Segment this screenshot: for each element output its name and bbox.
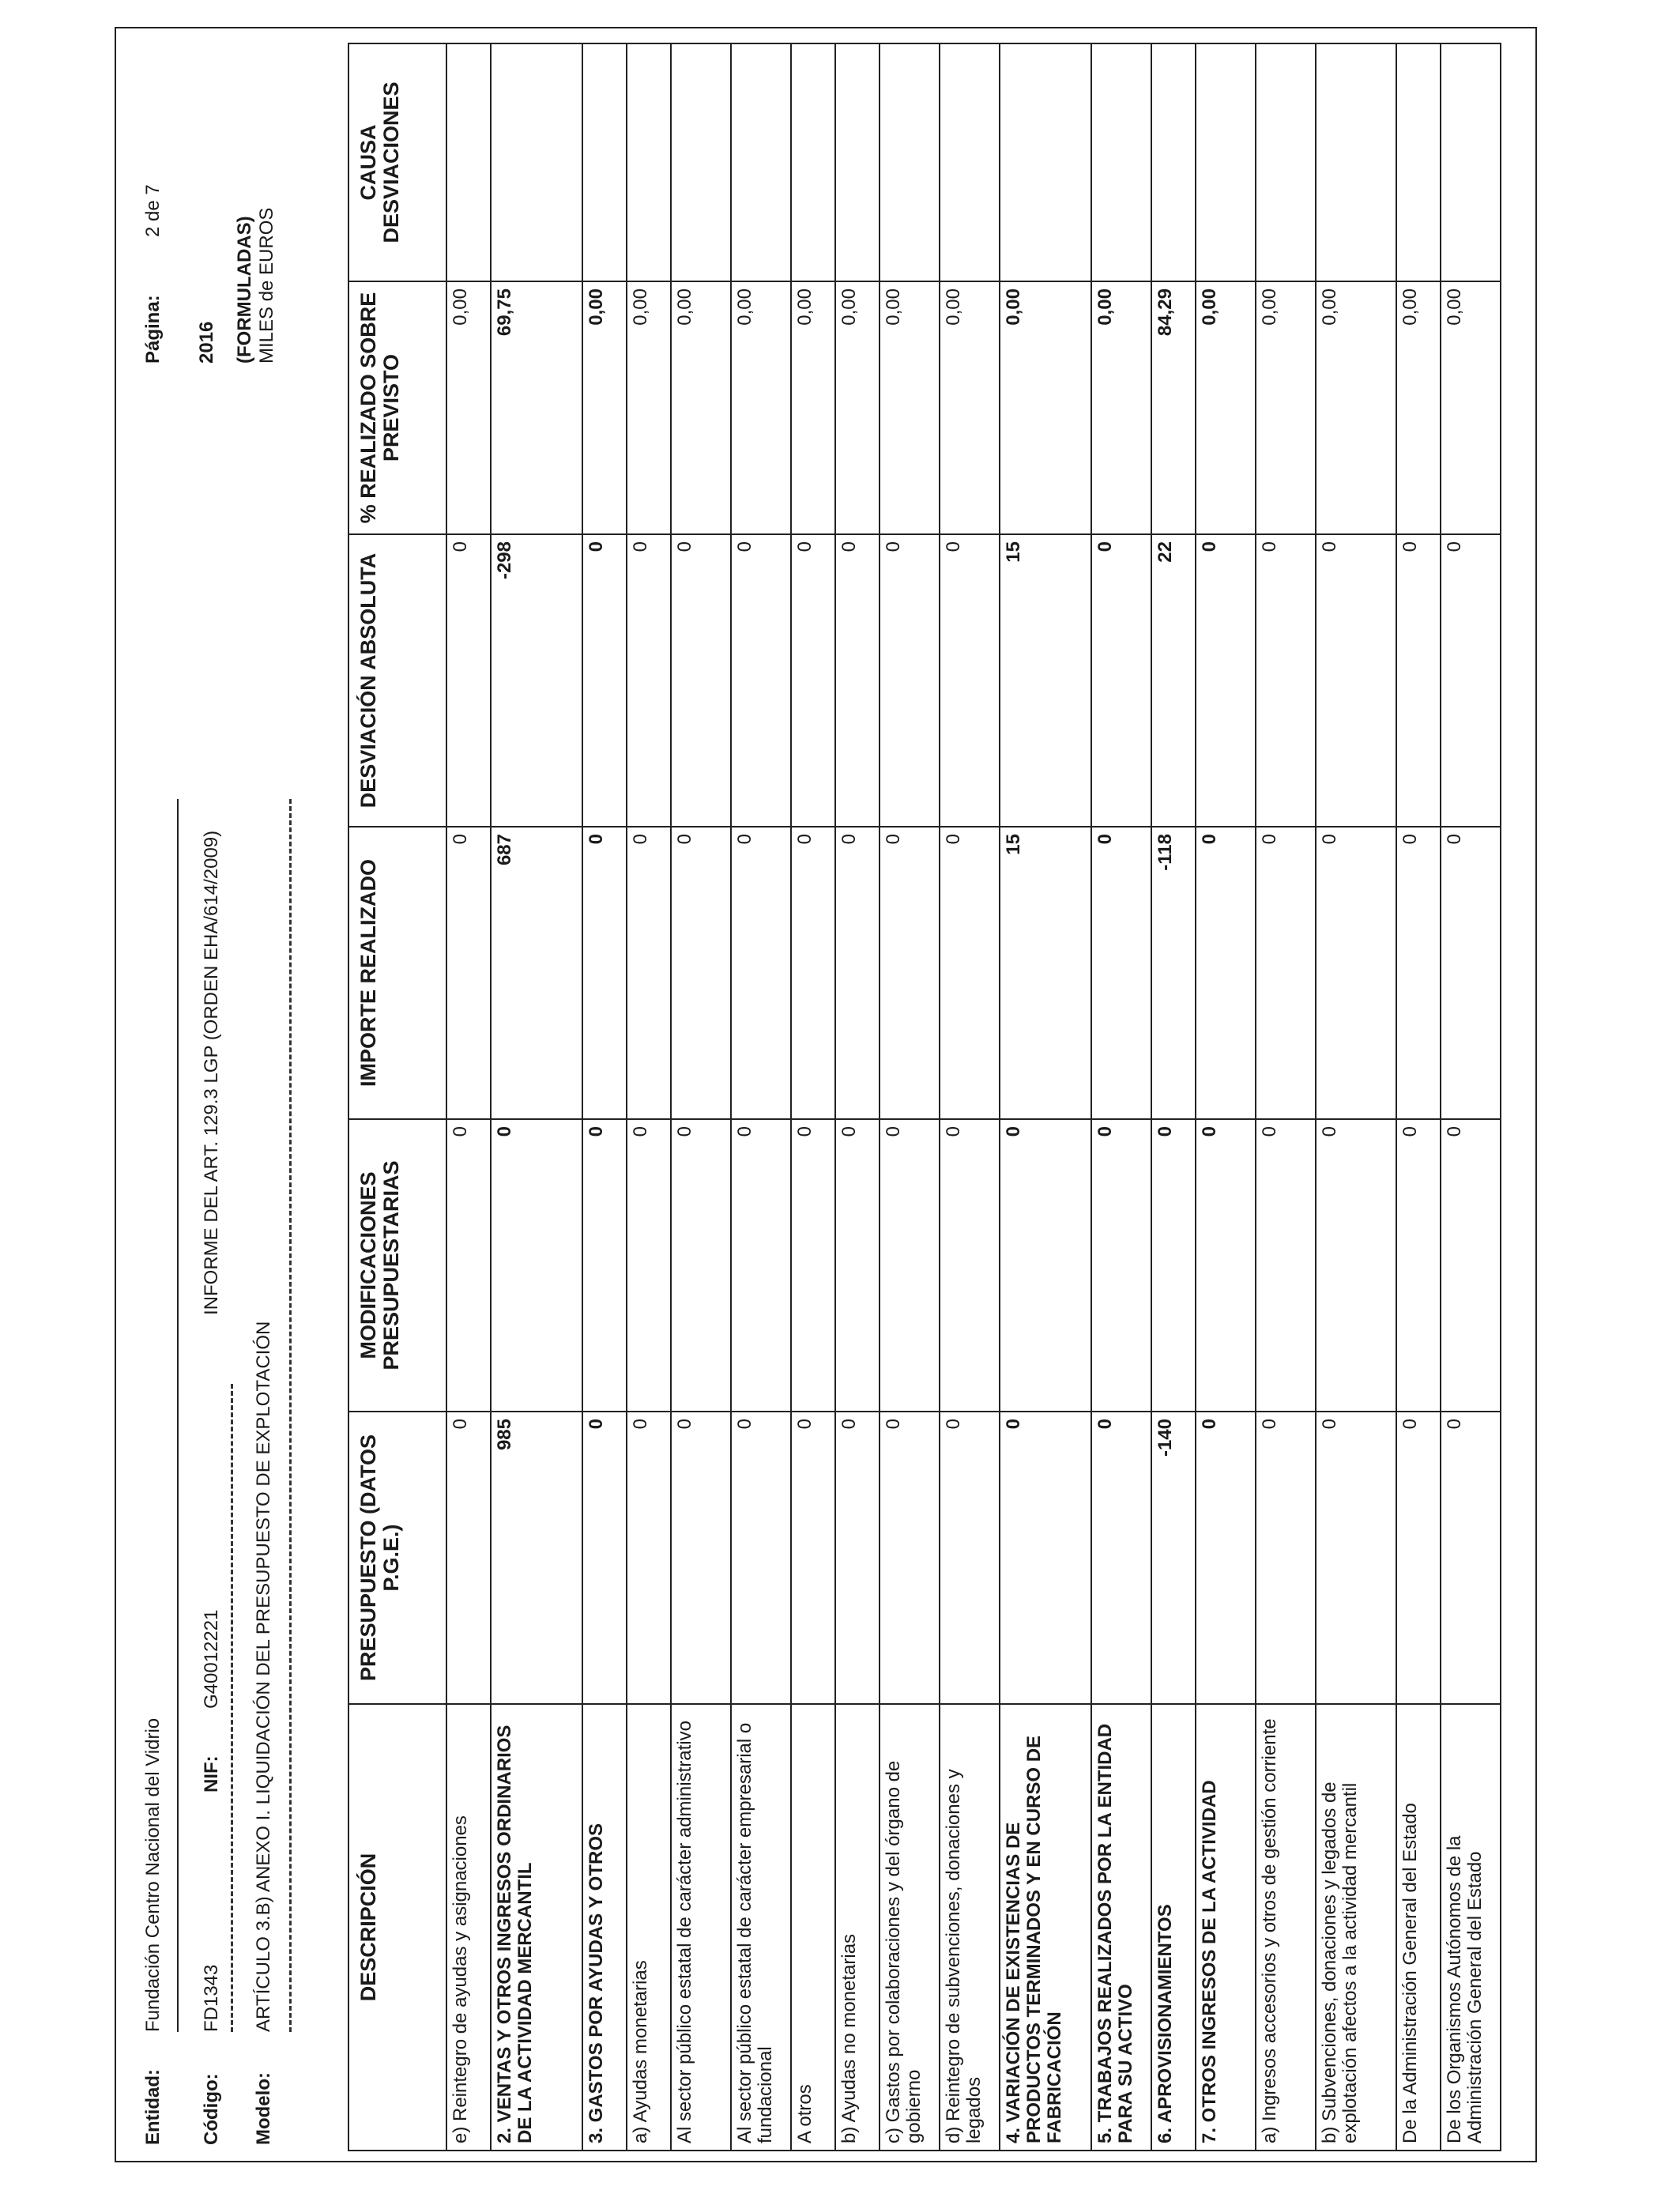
cell-desviacion: 0 [1256,534,1316,827]
cell-importe: 0 [446,827,491,1119]
cell-causa [791,43,835,281]
cell-modificaciones: 0 [491,1119,582,1412]
table-row [491,43,582,2151]
cell-desc: 7. OTROS INGRESOS DE LA ACTIVIDAD [1196,1704,1256,2151]
cell-presupuesto: 0 [1000,1412,1091,1704]
cell-desviacion: 0 [627,534,671,827]
cell-importe: 0 [671,827,731,1119]
nif-label: NIF: [201,1755,222,1793]
cell-desc: 2. VENTAS Y OTROS INGRESOS ORDINARIOS DE LA ACTIVIDAD MERCANTIL [491,1704,582,2151]
entidad-label: Entidad: [142,2069,164,2145]
cell-importe: 0 [835,827,880,1119]
table-row [1256,43,1316,2151]
table-row [731,43,791,2151]
cell-presupuesto: 0 [671,1412,731,1704]
cell-desviacion: 0 [791,534,835,827]
cell-modificaciones: 0 [1396,1119,1441,1412]
table-row [1000,43,1091,2151]
cell-desviacion: 0 [835,534,880,827]
cell-presupuesto: 0 [1316,1412,1396,1704]
cell-porcentaje: 0,00 [940,281,1000,534]
cell-modificaciones: 0 [1256,1119,1316,1412]
year: 2016 [196,321,217,364]
cell-causa [1196,43,1256,281]
cell-importe: -118 [1151,827,1196,1119]
cell-modificaciones: 0 [1000,1119,1091,1412]
cell-porcentaje: 69,75 [491,281,582,534]
cell-porcentaje: 0,00 [1091,281,1151,534]
cell-causa [1000,43,1091,281]
cell-importe: 0 [731,827,791,1119]
col-header-descripcion: DESCRIPCIÓN [348,1704,446,2151]
formuladas: (FORMULADAS) [234,216,255,364]
cell-modificaciones: 0 [1316,1119,1396,1412]
cell-causa [446,43,491,281]
cell-desc: a) Ingresos accesorios y otros de gestión corriente [1256,1704,1316,2151]
cell-desc: Al sector público estatal de carácter administrativo [671,1704,731,2151]
cell-causa [627,43,671,281]
cell-modificaciones: 0 [627,1119,671,1412]
cell-modificaciones: 0 [791,1119,835,1412]
cell-porcentaje: 0,00 [446,281,491,534]
cell-causa [491,43,582,281]
col-header-modificaciones: MODIFICACIONES PRESUPUESTARIAS [348,1119,446,1412]
cell-importe: 687 [491,827,582,1119]
table-row [627,43,671,2151]
informe-title: INFORME DEL ART. 129.3 LGP (ORDEN EHA/614/2009) [201,830,222,1315]
cell-presupuesto: 0 [627,1412,671,1704]
cell-causa [1396,43,1441,281]
cell-presupuesto: -140 [1151,1412,1196,1704]
table-row [446,43,491,2151]
cell-causa [835,43,880,281]
codigo-dash-rule [231,1384,233,2032]
cell-desviacion: 0 [1396,534,1441,827]
cell-causa [1091,43,1151,281]
cell-desc: De los Organismos Autónomos de la Administración General del Estado [1441,1704,1501,2151]
cell-modificaciones: 0 [940,1119,1000,1412]
col-header-desviacion: DESVIACIÓN ABSOLUTA [348,534,446,827]
cell-desviacion: 0 [1316,534,1396,827]
pagina-label: Página: [142,295,164,364]
table-row [1151,43,1196,2151]
cell-importe: 0 [940,827,1000,1119]
entidad-value: Fundación Centro Nacional del Vidrio [142,1717,164,2032]
cell-porcentaje: 0,00 [1316,281,1396,534]
cell-porcentaje: 0,00 [1256,281,1316,534]
cell-desc: 5. TRABAJOS REALIZADOS POR LA ENTIDAD PARA SU ACTIVO [1091,1704,1151,2151]
col-header-importe: IMPORTE REALIZADO [348,827,446,1119]
cell-importe: 0 [1441,827,1501,1119]
cell-porcentaje: 0,00 [880,281,940,534]
cell-porcentaje: 0,00 [627,281,671,534]
cell-causa [1316,43,1396,281]
cell-modificaciones: 0 [1441,1119,1501,1412]
cell-causa [582,43,627,281]
cell-desc: c) Gastos por colaboraciones y del órgano de gobierno [880,1704,940,2151]
cell-desviacion: 15 [1000,534,1091,827]
cell-presupuesto: 0 [1441,1412,1501,1704]
table-row [582,43,627,2151]
cell-importe: 0 [1316,827,1396,1119]
liquidacion-table [348,43,1501,2151]
cell-presupuesto: 0 [582,1412,627,1704]
cell-desc: b) Subvenciones, donaciones y legados de explotación afectos a la actividad mercantil [1316,1704,1396,2151]
codigo-label: Código: [201,2073,222,2145]
table-row [671,43,731,2151]
table-row [791,43,835,2151]
cell-importe: 0 [1196,827,1256,1119]
cell-importe: 0 [880,827,940,1119]
table-row [880,43,940,2151]
cell-causa [1256,43,1316,281]
table-row [1316,43,1396,2151]
modelo-dash-rule [289,799,292,2032]
cell-desc: a) Ayudas monetarias [627,1704,671,2151]
cell-modificaciones: 0 [671,1119,731,1412]
cell-causa [1441,43,1501,281]
cell-importe: 0 [791,827,835,1119]
cell-desc: Al sector público estatal de carácter empresarial o fundacional [731,1704,791,2151]
cell-presupuesto: 0 [940,1412,1000,1704]
col-header-presupuesto: PRESUPUESTO (DATOS P.G.E.) [348,1412,446,1704]
cell-causa [1151,43,1196,281]
modelo-label: Modelo: [253,2072,274,2145]
table-header-row [348,43,446,2151]
cell-importe: 15 [1000,827,1091,1119]
cell-presupuesto: 0 [731,1412,791,1704]
cell-importe: 0 [582,827,627,1119]
cell-importe: 0 [1091,827,1151,1119]
cell-desc: De la Administración General del Estado [1396,1704,1441,2151]
cell-desviacion: 0 [671,534,731,827]
cell-presupuesto: 985 [491,1412,582,1704]
col-header-porcentaje: % REALIZADO SOBRE PREVISTO [348,281,446,534]
cell-desc: d) Reintegro de subvenciones, donaciones y legados [940,1704,1000,2151]
cell-porcentaje: 0,00 [1441,281,1501,534]
cell-presupuesto: 0 [1091,1412,1151,1704]
nif-value: G40012221 [201,1609,222,1709]
table-row [1091,43,1151,2151]
table-row [1196,43,1256,2151]
units: MILES de EUROS [256,207,277,364]
modelo-value: ARTÍCULO 3.B) ANEXO I. LIQUIDACIÓN DEL PRESUPUESTO DE EXPLOTACIÓN [253,1321,274,2032]
cell-presupuesto: 0 [880,1412,940,1704]
cell-modificaciones: 0 [731,1119,791,1412]
cell-desc: A otros [791,1704,835,2151]
table-row [940,43,1000,2151]
cell-desviacion: 22 [1151,534,1196,827]
cell-desc: e) Reintegro de ayudas y asignaciones [446,1704,491,2151]
cell-modificaciones: 0 [582,1119,627,1412]
cell-porcentaje: 0,00 [671,281,731,534]
cell-porcentaje: 0,00 [1396,281,1441,534]
cell-desc: 4. VARIACIÓN DE EXISTENCIAS DE PRODUCTOS TERMINADOS Y EN CURSO DE FABRICACIÓN [1000,1704,1091,2151]
cell-presupuesto: 0 [1196,1412,1256,1704]
cell-desc: 6. APROVISIONAMIENTOS [1151,1704,1196,2151]
cell-causa [671,43,731,281]
cell-modificaciones: 0 [880,1119,940,1412]
col-header-causa: CAUSA DESVIACIONES [348,43,446,281]
cell-modificaciones: 0 [835,1119,880,1412]
cell-desviacion: 0 [1441,534,1501,827]
cell-importe: 0 [1396,827,1441,1119]
cell-presupuesto: 0 [1256,1412,1316,1704]
cell-desviacion: 0 [446,534,491,827]
cell-presupuesto: 0 [791,1412,835,1704]
cell-modificaciones: 0 [1196,1119,1256,1412]
cell-causa [880,43,940,281]
table-row [835,43,880,2151]
cell-desviacion: 0 [1091,534,1151,827]
cell-desviacion: 0 [582,534,627,827]
codigo-value: FD1343 [201,1964,222,2032]
cell-desviacion: -298 [491,534,582,827]
cell-presupuesto: 0 [446,1412,491,1704]
cell-desviacion: 0 [731,534,791,827]
cell-causa [940,43,1000,281]
table-row [1441,43,1501,2151]
cell-desc: b) Ayudas no monetarias [835,1704,880,2151]
cell-porcentaje: 0,00 [582,281,627,534]
table-row [1396,43,1441,2151]
cell-desviacion: 0 [880,534,940,827]
cell-porcentaje: 0,00 [731,281,791,534]
cell-importe: 0 [1256,827,1316,1119]
cell-modificaciones: 0 [1151,1119,1196,1412]
cell-porcentaje: 84,29 [1151,281,1196,534]
cell-porcentaje: 0,00 [1196,281,1256,534]
pagina-value: 2 de 7 [142,184,164,237]
cell-desviacion: 0 [1196,534,1256,827]
header-rule [177,799,179,2032]
cell-porcentaje: 0,00 [835,281,880,534]
cell-porcentaje: 0,00 [791,281,835,534]
cell-presupuesto: 0 [835,1412,880,1704]
cell-modificaciones: 0 [446,1119,491,1412]
cell-presupuesto: 0 [1396,1412,1441,1704]
cell-porcentaje: 0,00 [1000,281,1091,534]
cell-importe: 0 [627,827,671,1119]
cell-causa [731,43,791,281]
cell-desc: 3. GASTOS POR AYUDAS Y OTROS [582,1704,627,2151]
cell-desviacion: 0 [940,534,1000,827]
cell-modificaciones: 0 [1091,1119,1151,1412]
